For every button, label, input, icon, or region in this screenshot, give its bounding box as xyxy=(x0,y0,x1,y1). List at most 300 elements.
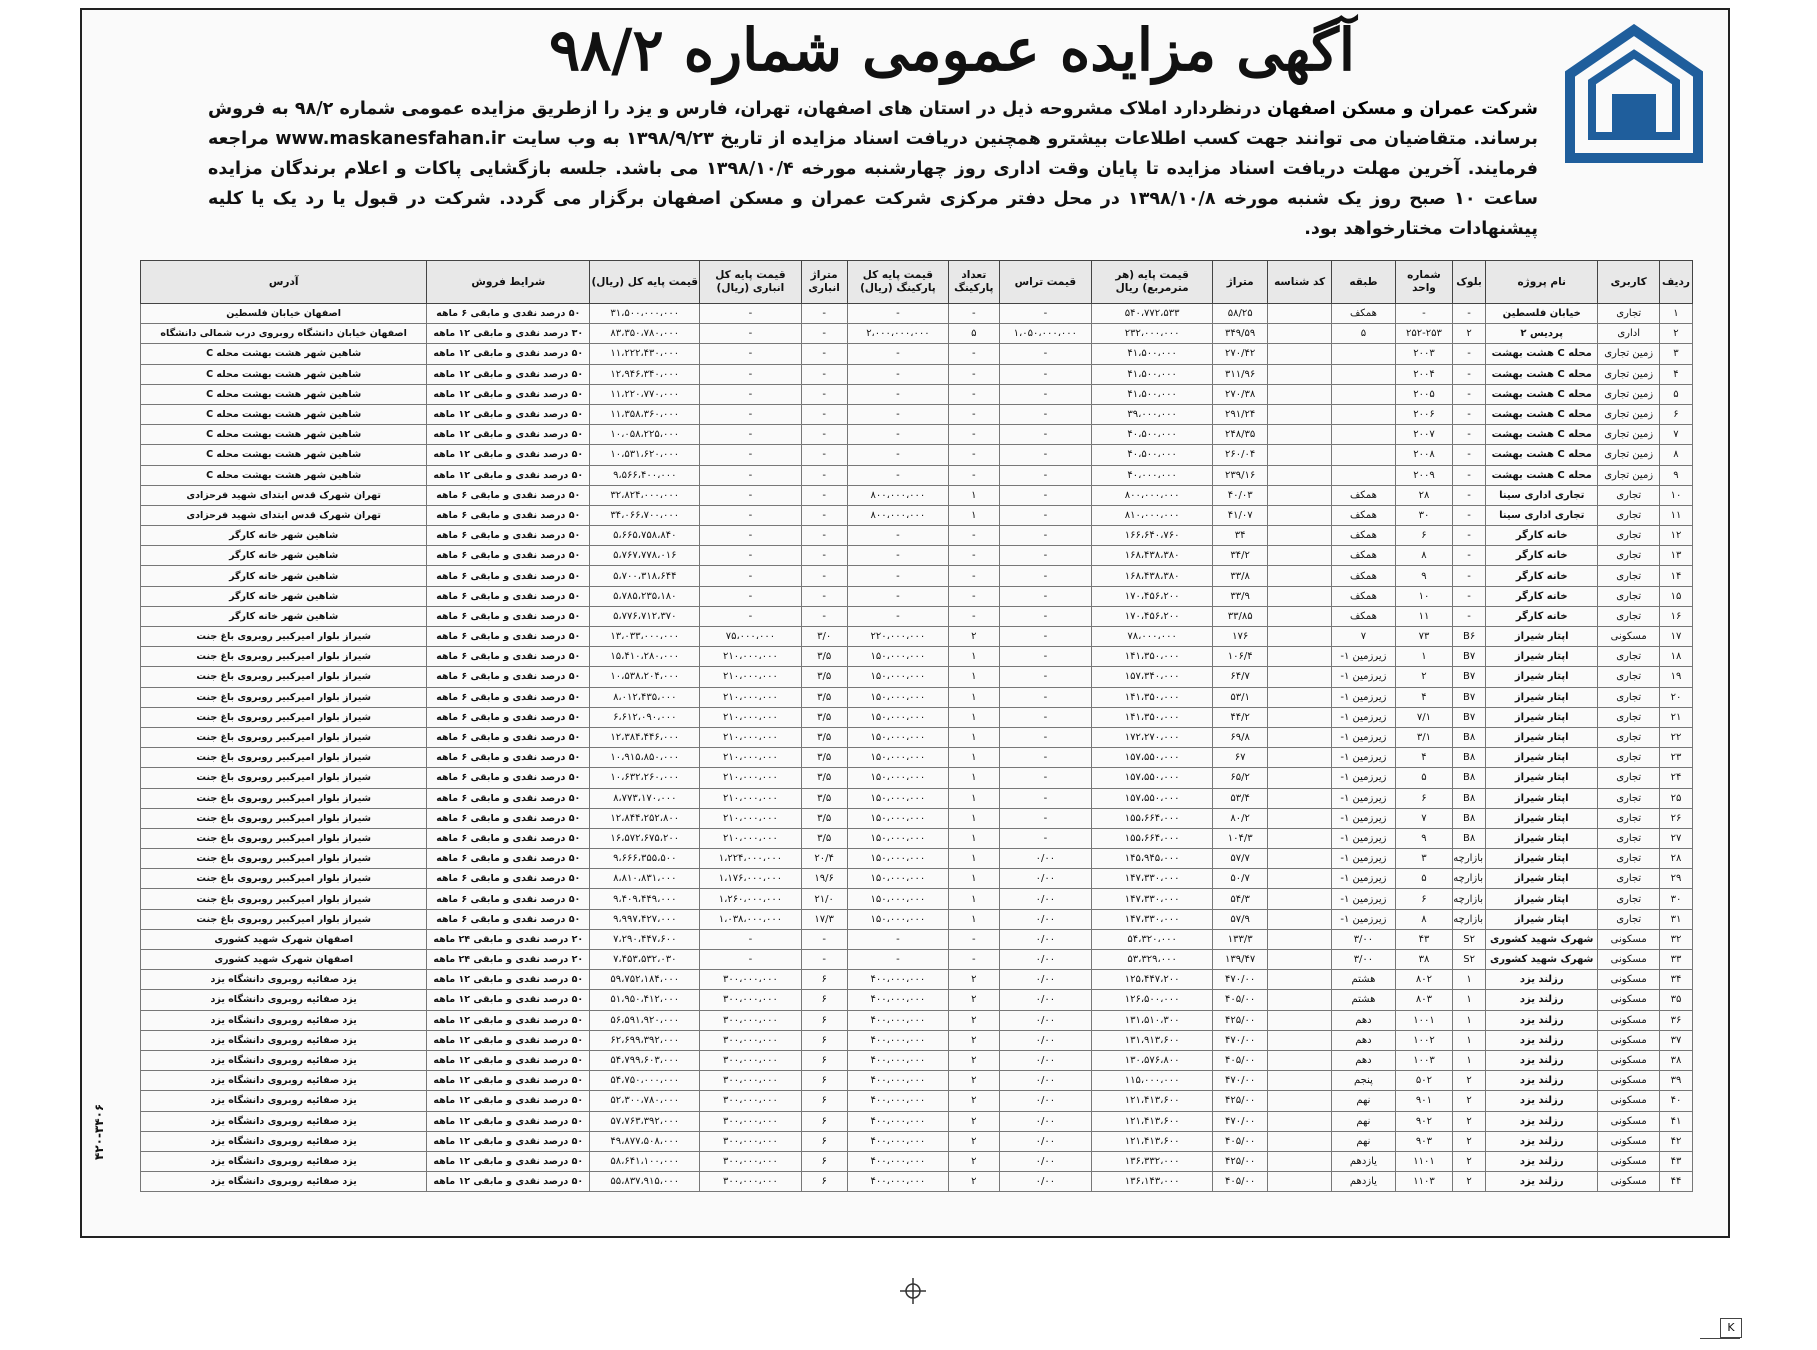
table-row xyxy=(141,606,1693,626)
area-cell: ۶۴/۷ xyxy=(1213,667,1268,687)
block-cell: ۲ xyxy=(1453,1172,1486,1192)
price-per-sqm-cell: ۸۰۰،۰۰۰،۰۰۰ xyxy=(1092,485,1213,505)
terrace-price-cell: - xyxy=(999,768,1091,788)
parking-count-cell: ۱ xyxy=(949,707,1000,727)
storage-area-cell: - xyxy=(801,485,847,505)
id-code-cell xyxy=(1268,1050,1332,1070)
row-number-cell: ۲۸ xyxy=(1659,849,1692,869)
storage-price-cell: - xyxy=(700,465,801,485)
table-row xyxy=(141,566,1693,586)
parking-price-cell: ۱۵۰،۰۰۰،۰۰۰ xyxy=(847,647,948,667)
row-number-cell: ۲۰ xyxy=(1659,687,1692,707)
storage-area-cell: - xyxy=(801,526,847,546)
total-price-cell: ۷،۴۵۳،۵۳۲،۰۳۰ xyxy=(590,950,700,970)
storage-area-cell: ۳/۵ xyxy=(801,768,847,788)
area-cell: ۲۳۹/۱۶ xyxy=(1213,465,1268,485)
block-cell: B۸ xyxy=(1453,727,1486,747)
total-price-cell: ۹،۹۹۷،۴۲۷،۰۰۰ xyxy=(590,909,700,929)
table-row xyxy=(141,748,1693,768)
terrace-price-cell: - xyxy=(999,485,1091,505)
address-cell: شاهین شهر خانه کارگر xyxy=(141,546,427,566)
column-header: شماره واحد xyxy=(1395,261,1452,304)
column-header: قیمت تراس xyxy=(999,261,1091,304)
intro-text: درنظردارد املاک مشروحه ذیل در استان های اصفهان، تهران، فارس و یزد را ازطریق مزایده عمومی شماره ۹۸/۲ به فروش برساند. متقاضیان می توانند جهت کسب اطلاعات بیشترو همچنین دریافت اسناد مزایده از تاریخ ۱۳۹۸/۹/۲۳ به وب سایت www.maskanesfahan.ir مراجعه فرمایند. آخرین مهلت دریافت اسناد مزایده تا پایان وقت اداری روز چهارشنبه مورخه ۱۳۹۸/۱۰/۴ می باشد. جلسه بازگشایی پاکات و اعلام برندگان مزایده ساعت ۱۰ صبح روز یک شنبه مورخه ۱۳۹۸/۱۰/۸ در محل دفتر مرکزی شرکت عمران و مسکن اصفهان برگزار می گردد. شرکت در قبول یا رد یک یا کلیه پیشنهادات مختارخواهد بود. xyxy=(208,99,1539,239)
storage-area-cell: ۶ xyxy=(801,1131,847,1151)
usage-cell: تجاری xyxy=(1598,727,1660,747)
terrace-price-cell: - xyxy=(999,384,1091,404)
project-name-cell: خانه کارگر xyxy=(1486,606,1598,626)
usage-cell: تجاری xyxy=(1598,304,1660,324)
column-header: قیمت پایه کل پارکینگ (ریال) xyxy=(847,261,948,304)
usage-cell: مسکونی xyxy=(1598,1091,1660,1111)
table-row xyxy=(141,304,1693,324)
address-cell: یزد صفائیه روبروی دانشگاه یزد xyxy=(141,1172,427,1192)
id-code-cell xyxy=(1268,849,1332,869)
address-cell: تهران شهرک قدس ابتدای شهید فرحزادی xyxy=(141,505,427,525)
total-price-cell: ۴۹،۸۷۷،۵۰۸،۰۰۰ xyxy=(590,1131,700,1151)
id-code-cell xyxy=(1268,808,1332,828)
parking-price-cell: - xyxy=(847,606,948,626)
block-cell: - xyxy=(1453,304,1486,324)
price-per-sqm-cell: ۱۴۷،۳۳۰،۰۰۰ xyxy=(1092,869,1213,889)
area-cell: ۳۴ xyxy=(1213,526,1268,546)
parking-price-cell: - xyxy=(847,445,948,465)
sale-terms-cell: ۵۰ درصد نقدی و مابقی ۱۲ ماهه xyxy=(427,990,590,1010)
column-header: کاربری xyxy=(1598,261,1660,304)
sale-terms-cell: ۵۰ درصد نقدی و مابقی ۱۲ ماهه xyxy=(427,425,590,445)
price-per-sqm-cell: ۱۱۵،۰۰۰،۰۰۰ xyxy=(1092,1071,1213,1091)
block-cell: - xyxy=(1453,384,1486,404)
storage-price-cell: ۳۰۰،۰۰۰،۰۰۰ xyxy=(700,1030,801,1050)
table-row xyxy=(141,1010,1693,1030)
project-name-cell: اپتار شیراز xyxy=(1486,687,1598,707)
price-per-sqm-cell: ۵۴،۳۲۰،۰۰۰ xyxy=(1092,929,1213,949)
block-cell: - xyxy=(1453,425,1486,445)
floor-cell xyxy=(1332,344,1396,364)
usage-cell: مسکونی xyxy=(1598,1050,1660,1070)
sale-terms-cell: ۵۰ درصد نقدی و مابقی ۶ ماهه xyxy=(427,687,590,707)
corner-mark: K xyxy=(1720,1318,1742,1338)
storage-price-cell: - xyxy=(700,404,801,424)
id-code-cell xyxy=(1268,344,1332,364)
row-number-cell: ۸ xyxy=(1659,445,1692,465)
floor-cell: همکف xyxy=(1332,526,1396,546)
table-row xyxy=(141,526,1693,546)
floor-cell: زیرزمین ۱- xyxy=(1332,727,1396,747)
parking-price-cell: - xyxy=(847,929,948,949)
sale-terms-cell: ۵۰ درصد نقدی و مابقی ۶ ماهه xyxy=(427,788,590,808)
area-cell: ۳۳/۸۵ xyxy=(1213,606,1268,626)
company-logo xyxy=(1564,24,1704,164)
floor-cell xyxy=(1332,404,1396,424)
table-row xyxy=(141,404,1693,424)
address-cell: یزد صفائیه روبروی دانشگاه یزد xyxy=(141,970,427,990)
sale-terms-cell: ۵۰ درصد نقدی و مابقی ۱۲ ماهه xyxy=(427,344,590,364)
storage-area-cell: - xyxy=(801,425,847,445)
id-code-cell xyxy=(1268,364,1332,384)
area-cell: ۱۳۹/۴۷ xyxy=(1213,950,1268,970)
usage-cell: مسکونی xyxy=(1598,990,1660,1010)
address-cell: شاهین شهر هشت بهشت محله C xyxy=(141,384,427,404)
floor-cell xyxy=(1332,364,1396,384)
table-row xyxy=(141,687,1693,707)
parking-price-cell: - xyxy=(847,546,948,566)
area-cell: ۲۷۰/۳۸ xyxy=(1213,384,1268,404)
parking-price-cell: ۱۵۰،۰۰۰،۰۰۰ xyxy=(847,828,948,848)
unit-number-cell: ۹۰۱ xyxy=(1395,1091,1452,1111)
row-number-cell: ۴۲ xyxy=(1659,1131,1692,1151)
parking-count-cell: ۱ xyxy=(949,909,1000,929)
row-number-cell: ۳۸ xyxy=(1659,1050,1692,1070)
usage-cell: مسکونی xyxy=(1598,1030,1660,1050)
terrace-price-cell: ۰/۰۰ xyxy=(999,1131,1091,1151)
total-price-cell: ۱۱،۲۲۰،۷۷۰،۰۰۰ xyxy=(590,384,700,404)
sale-terms-cell: ۵۰ درصد نقدی و مابقی ۱۲ ماهه xyxy=(427,1151,590,1171)
floor-cell: همکف xyxy=(1332,546,1396,566)
terrace-price-cell: ۰/۰۰ xyxy=(999,990,1091,1010)
sale-terms-cell: ۵۰ درصد نقدی و مابقی ۱۲ ماهه xyxy=(427,364,590,384)
price-per-sqm-cell: ۱۴۵،۹۴۵،۰۰۰ xyxy=(1092,849,1213,869)
area-cell: ۳۴/۲ xyxy=(1213,546,1268,566)
terrace-price-cell: - xyxy=(999,586,1091,606)
address-cell: یزد صفائیه روبروی دانشگاه یزد xyxy=(141,1050,427,1070)
storage-area-cell: ۳/۵ xyxy=(801,707,847,727)
column-header: نام پروژه xyxy=(1486,261,1598,304)
parking-price-cell: ۲۲۰،۰۰۰،۰۰۰ xyxy=(847,627,948,647)
project-name-cell: محله C هشت بهشت xyxy=(1486,364,1598,384)
block-cell: - xyxy=(1453,364,1486,384)
unit-number-cell: ۲۰۰۴ xyxy=(1395,364,1452,384)
total-price-cell: ۵۵،۸۳۷،۹۱۵،۰۰۰ xyxy=(590,1172,700,1192)
area-cell: ۲۴۸/۳۵ xyxy=(1213,425,1268,445)
terrace-price-cell: - xyxy=(999,526,1091,546)
sale-terms-cell: ۵۰ درصد نقدی و مابقی ۱۲ ماهه xyxy=(427,445,590,465)
terrace-price-cell: - xyxy=(999,425,1091,445)
price-per-sqm-cell: ۳۹،۰۰۰،۰۰۰ xyxy=(1092,404,1213,424)
block-cell: بازارچه xyxy=(1453,869,1486,889)
table-row xyxy=(141,929,1693,949)
floor-cell: زیرزمین ۱- xyxy=(1332,748,1396,768)
usage-cell: زمین تجاری xyxy=(1598,404,1660,424)
table-row xyxy=(141,808,1693,828)
block-cell: - xyxy=(1453,606,1486,626)
table-row xyxy=(141,586,1693,606)
parking-count-cell: ۲ xyxy=(949,1010,1000,1030)
parking-price-cell: - xyxy=(847,384,948,404)
floor-cell: ۷ xyxy=(1332,627,1396,647)
total-price-cell: ۱۲،۸۴۴،۲۵۲،۸۰۰ xyxy=(590,808,700,828)
total-price-cell: ۸،۸۱۰،۸۳۱،۰۰۰ xyxy=(590,869,700,889)
total-price-cell: ۱۲،۳۸۴،۴۴۶،۰۰۰ xyxy=(590,727,700,747)
unit-number-cell: ۷ xyxy=(1395,808,1452,828)
terrace-price-cell: ۰/۰۰ xyxy=(999,970,1091,990)
terrace-price-cell: ۰/۰۰ xyxy=(999,869,1091,889)
parking-price-cell: ۱۵۰،۰۰۰،۰۰۰ xyxy=(847,748,948,768)
address-cell: شیراز بلوار امیرکبیر روبروی باغ جنت xyxy=(141,869,427,889)
storage-price-cell: ۲۱۰،۰۰۰،۰۰۰ xyxy=(700,727,801,747)
table-body xyxy=(141,304,1693,1192)
area-cell: ۴۰۵/۰۰ xyxy=(1213,990,1268,1010)
parking-price-cell: ۱۵۰،۰۰۰،۰۰۰ xyxy=(847,909,948,929)
terrace-price-cell: ۰/۰۰ xyxy=(999,1050,1091,1070)
parking-count-cell: ۲ xyxy=(949,1111,1000,1131)
area-cell: ۴۰۵/۰۰ xyxy=(1213,1131,1268,1151)
sale-terms-cell: ۲۰ درصد نقدی و مابقی ۲۴ ماهه xyxy=(427,950,590,970)
storage-area-cell: - xyxy=(801,950,847,970)
parking-price-cell: ۴۰۰،۰۰۰،۰۰۰ xyxy=(847,1172,948,1192)
table-row xyxy=(141,647,1693,667)
block-cell: - xyxy=(1453,485,1486,505)
storage-price-cell: - xyxy=(700,505,801,525)
column-header: متراژ xyxy=(1213,261,1268,304)
parking-count-cell: ۱ xyxy=(949,869,1000,889)
unit-number-cell: ۳ xyxy=(1395,849,1452,869)
row-number-cell: ۴ xyxy=(1659,364,1692,384)
address-cell: شیراز بلوار امیرکبیر روبروی باغ جنت xyxy=(141,889,427,909)
id-code-cell xyxy=(1268,526,1332,546)
terrace-price-cell: - xyxy=(999,748,1091,768)
row-number-cell: ۲۹ xyxy=(1659,869,1692,889)
sale-terms-cell: ۵۰ درصد نقدی و مابقی ۶ ماهه xyxy=(427,748,590,768)
address-cell: شاهین شهر هشت بهشت محله C xyxy=(141,344,427,364)
project-name-cell: رزلند یزد xyxy=(1486,970,1598,990)
project-name-cell: شهرک شهید کشوری xyxy=(1486,950,1598,970)
unit-number-cell: ۳/۱ xyxy=(1395,727,1452,747)
id-code-cell xyxy=(1268,1172,1332,1192)
id-code-cell xyxy=(1268,828,1332,848)
area-cell: ۵۳/۱ xyxy=(1213,687,1268,707)
sale-terms-cell: ۵۰ درصد نقدی و مابقی ۶ ماهه xyxy=(427,526,590,546)
table-row xyxy=(141,889,1693,909)
parking-price-cell: ۴۰۰،۰۰۰،۰۰۰ xyxy=(847,1091,948,1111)
row-number-cell: ۲۶ xyxy=(1659,808,1692,828)
floor-cell: دهم xyxy=(1332,1010,1396,1030)
parking-count-cell: ۱ xyxy=(949,808,1000,828)
project-name-cell: رزلند یزد xyxy=(1486,1050,1598,1070)
block-cell: بازارچه xyxy=(1453,889,1486,909)
unit-number-cell: ۲۰۰۷ xyxy=(1395,425,1452,445)
row-number-cell: ۱۵ xyxy=(1659,586,1692,606)
area-cell: ۱۰۶/۴ xyxy=(1213,647,1268,667)
project-name-cell: رزلند یزد xyxy=(1486,1091,1598,1111)
price-per-sqm-cell: ۱۲۱،۴۱۳،۶۰۰ xyxy=(1092,1091,1213,1111)
terrace-price-cell: ۰/۰۰ xyxy=(999,1091,1091,1111)
id-code-cell xyxy=(1268,445,1332,465)
storage-price-cell: - xyxy=(700,485,801,505)
project-name-cell: رزلند یزد xyxy=(1486,1071,1598,1091)
area-cell: ۴۷۰/۰۰ xyxy=(1213,1030,1268,1050)
sale-terms-cell: ۵۰ درصد نقدی و مابقی ۶ ماهه xyxy=(427,586,590,606)
storage-area-cell: - xyxy=(801,465,847,485)
floor-cell: زیرزمین ۱- xyxy=(1332,707,1396,727)
address-cell: یزد صفائیه روبروی دانشگاه یزد xyxy=(141,1071,427,1091)
price-per-sqm-cell: ۱۳۶،۳۳۲،۰۰۰ xyxy=(1092,1151,1213,1171)
address-cell: شیراز بلوار امیرکبیر روبروی باغ جنت xyxy=(141,667,427,687)
storage-price-cell: ۳۰۰،۰۰۰،۰۰۰ xyxy=(700,1050,801,1070)
unit-number-cell: ۵ xyxy=(1395,768,1452,788)
column-header: قیمت پایه کل انباری (ریال) xyxy=(700,261,801,304)
storage-area-cell: - xyxy=(801,445,847,465)
price-per-sqm-cell: ۱۶۸،۴۳۸،۳۸۰ xyxy=(1092,566,1213,586)
storage-price-cell: ۳۰۰،۰۰۰،۰۰۰ xyxy=(700,1151,801,1171)
unit-number-cell: ۸ xyxy=(1395,546,1452,566)
storage-area-cell: ۶ xyxy=(801,1151,847,1171)
storage-area-cell: - xyxy=(801,364,847,384)
storage-price-cell: - xyxy=(700,344,801,364)
row-number-cell: ۱۳ xyxy=(1659,546,1692,566)
storage-area-cell: ۶ xyxy=(801,1172,847,1192)
table-row xyxy=(141,909,1693,929)
row-number-cell: ۳۷ xyxy=(1659,1030,1692,1050)
terrace-price-cell: ۰/۰۰ xyxy=(999,909,1091,929)
address-cell: شاهین شهر هشت بهشت محله C xyxy=(141,364,427,384)
unit-number-cell: ۷۳ xyxy=(1395,627,1452,647)
address-cell: یزد صفائیه روبروی دانشگاه یزد xyxy=(141,1151,427,1171)
storage-price-cell: ۳۰۰،۰۰۰،۰۰۰ xyxy=(700,1091,801,1111)
price-per-sqm-cell: ۱۵۷،۵۵۰،۰۰۰ xyxy=(1092,768,1213,788)
total-price-cell: ۳۲،۸۲۴،۰۰۰،۰۰۰ xyxy=(590,485,700,505)
area-cell: ۴۱/۰۷ xyxy=(1213,505,1268,525)
area-cell: ۱۷۶ xyxy=(1213,627,1268,647)
column-header: متراژ انباری xyxy=(801,261,847,304)
floor-cell: دهم xyxy=(1332,1050,1396,1070)
column-header: کد شناسه xyxy=(1268,261,1332,304)
unit-number-cell: ۵۰۲ xyxy=(1395,1071,1452,1091)
area-cell: ۱۳۳/۳ xyxy=(1213,929,1268,949)
usage-cell: تجاری xyxy=(1598,909,1660,929)
project-name-cell: محله C هشت بهشت xyxy=(1486,404,1598,424)
column-header: بلوک xyxy=(1453,261,1486,304)
id-code-cell xyxy=(1268,1111,1332,1131)
project-name-cell: اپتار شیراز xyxy=(1486,727,1598,747)
terrace-price-cell: ۰/۰۰ xyxy=(999,889,1091,909)
address-cell: شیراز بلوار امیرکبیر روبروی باغ جنت xyxy=(141,768,427,788)
usage-cell: زمین تجاری xyxy=(1598,425,1660,445)
terrace-price-cell: ۱،۰۵۰،۰۰۰،۰۰۰ xyxy=(999,324,1091,344)
storage-price-cell: ۲۱۰،۰۰۰،۰۰۰ xyxy=(700,647,801,667)
storage-area-cell: - xyxy=(801,404,847,424)
floor-cell: دهم xyxy=(1332,1030,1396,1050)
area-cell: ۵۷/۷ xyxy=(1213,849,1268,869)
area-cell: ۵۴/۳ xyxy=(1213,889,1268,909)
parking-price-cell: ۴۰۰،۰۰۰،۰۰۰ xyxy=(847,990,948,1010)
parking-price-cell: - xyxy=(847,566,948,586)
total-price-cell: ۵۴،۷۹۹،۶۰۳،۰۰۰ xyxy=(590,1050,700,1070)
parking-count-cell: - xyxy=(949,546,1000,566)
sale-terms-cell: ۵۰ درصد نقدی و مابقی ۶ ماهه xyxy=(427,849,590,869)
id-code-cell xyxy=(1268,647,1332,667)
unit-number-cell: ۸ xyxy=(1395,909,1452,929)
block-cell: - xyxy=(1453,526,1486,546)
sale-terms-cell: ۵۰ درصد نقدی و مابقی ۶ ماهه xyxy=(427,808,590,828)
table-row xyxy=(141,546,1693,566)
price-per-sqm-cell: ۱۲۵،۴۴۷،۲۰۰ xyxy=(1092,970,1213,990)
parking-price-cell: ۴۰۰،۰۰۰،۰۰۰ xyxy=(847,1030,948,1050)
total-price-cell: ۷،۲۹۰،۴۴۷،۶۰۰ xyxy=(590,929,700,949)
project-name-cell: تجاری اداری سینا xyxy=(1486,505,1598,525)
unit-number-cell: ۴ xyxy=(1395,748,1452,768)
table-row xyxy=(141,465,1693,485)
block-cell: ۲ xyxy=(1453,1131,1486,1151)
sale-terms-cell: ۵۰ درصد نقدی و مابقی ۶ ماهه xyxy=(427,647,590,667)
id-code-cell xyxy=(1268,1151,1332,1171)
parking-count-cell: ۲ xyxy=(949,1131,1000,1151)
unit-number-cell: ۱۰۰۳ xyxy=(1395,1050,1452,1070)
address-cell: شیراز بلوار امیرکبیر روبروی باغ جنت xyxy=(141,808,427,828)
block-cell: ۲ xyxy=(1453,1071,1486,1091)
project-name-cell: محله C هشت بهشت xyxy=(1486,344,1598,364)
usage-cell: اداری xyxy=(1598,324,1660,344)
sale-terms-cell: ۵۰ درصد نقدی و مابقی ۶ ماهه xyxy=(427,546,590,566)
storage-price-cell: ۲۱۰،۰۰۰،۰۰۰ xyxy=(700,828,801,848)
sale-terms-cell: ۵۰ درصد نقدی و مابقی ۱۲ ماهه xyxy=(427,1111,590,1131)
row-number-cell: ۱۱ xyxy=(1659,505,1692,525)
id-code-cell xyxy=(1268,606,1332,626)
address-cell: شیراز بلوار امیرکبیر روبروی باغ جنت xyxy=(141,647,427,667)
parking-price-cell: ۱۵۰،۰۰۰،۰۰۰ xyxy=(847,687,948,707)
usage-cell: تجاری xyxy=(1598,748,1660,768)
storage-area-cell: ۶ xyxy=(801,990,847,1010)
id-code-cell xyxy=(1268,586,1332,606)
project-name-cell: محله C هشت بهشت xyxy=(1486,425,1598,445)
total-price-cell: ۵۱،۹۵۰،۴۱۲،۰۰۰ xyxy=(590,990,700,1010)
price-per-sqm-cell: ۴۱،۵۰۰،۰۰۰ xyxy=(1092,364,1213,384)
parking-count-cell: ۱ xyxy=(949,647,1000,667)
block-cell: - xyxy=(1453,404,1486,424)
parking-price-cell: ۱۵۰،۰۰۰،۰۰۰ xyxy=(847,808,948,828)
floor-cell: همکف xyxy=(1332,505,1396,525)
price-per-sqm-cell: ۱۵۵،۶۶۴،۰۰۰ xyxy=(1092,808,1213,828)
area-cell: ۳۳/۸ xyxy=(1213,566,1268,586)
parking-price-cell: ۴۰۰،۰۰۰،۰۰۰ xyxy=(847,970,948,990)
parking-count-cell: - xyxy=(949,586,1000,606)
floor-cell: هشتم xyxy=(1332,970,1396,990)
storage-area-cell: - xyxy=(801,384,847,404)
address-cell: تهران شهرک قدس ابتدای شهید فرحزادی xyxy=(141,485,427,505)
sale-terms-cell: ۵۰ درصد نقدی و مابقی ۶ ماهه xyxy=(427,485,590,505)
address-cell: شیراز بلوار امیرکبیر روبروی باغ جنت xyxy=(141,727,427,747)
id-code-cell xyxy=(1268,627,1332,647)
price-per-sqm-cell: ۵۳،۳۲۹،۰۰۰ xyxy=(1092,950,1213,970)
parking-price-cell: - xyxy=(847,950,948,970)
row-number-cell: ۲۵ xyxy=(1659,788,1692,808)
parking-price-cell: ۱۵۰،۰۰۰،۰۰۰ xyxy=(847,707,948,727)
column-header: آدرس xyxy=(141,261,427,304)
block-cell: B۸ xyxy=(1453,788,1486,808)
floor-cell xyxy=(1332,425,1396,445)
row-number-cell: ۱۴ xyxy=(1659,566,1692,586)
total-price-cell: ۹،۵۶۶،۴۰۰،۰۰۰ xyxy=(590,465,700,485)
project-name-cell: اپتار شیراز xyxy=(1486,909,1598,929)
parking-count-cell: - xyxy=(949,445,1000,465)
address-cell: شاهین شهر خانه کارگر xyxy=(141,566,427,586)
total-price-cell: ۹،۶۶۶،۳۵۵،۵۰۰ xyxy=(590,849,700,869)
usage-cell: تجاری xyxy=(1598,828,1660,848)
usage-cell: تجاری xyxy=(1598,546,1660,566)
terrace-price-cell: ۰/۰۰ xyxy=(999,1172,1091,1192)
unit-number-cell: ۹۰۳ xyxy=(1395,1131,1452,1151)
parking-price-cell: - xyxy=(847,526,948,546)
project-name-cell: رزلند یزد xyxy=(1486,1151,1598,1171)
terrace-price-cell: - xyxy=(999,445,1091,465)
floor-cell: نهم xyxy=(1332,1111,1396,1131)
corner-line xyxy=(1700,1338,1740,1339)
project-name-cell: اپتار شیراز xyxy=(1486,869,1598,889)
parking-price-cell: - xyxy=(847,404,948,424)
total-price-cell: ۶،۶۱۲،۰۹۰،۰۰۰ xyxy=(590,707,700,727)
terrace-price-cell: - xyxy=(999,505,1091,525)
row-number-cell: ۱۶ xyxy=(1659,606,1692,626)
